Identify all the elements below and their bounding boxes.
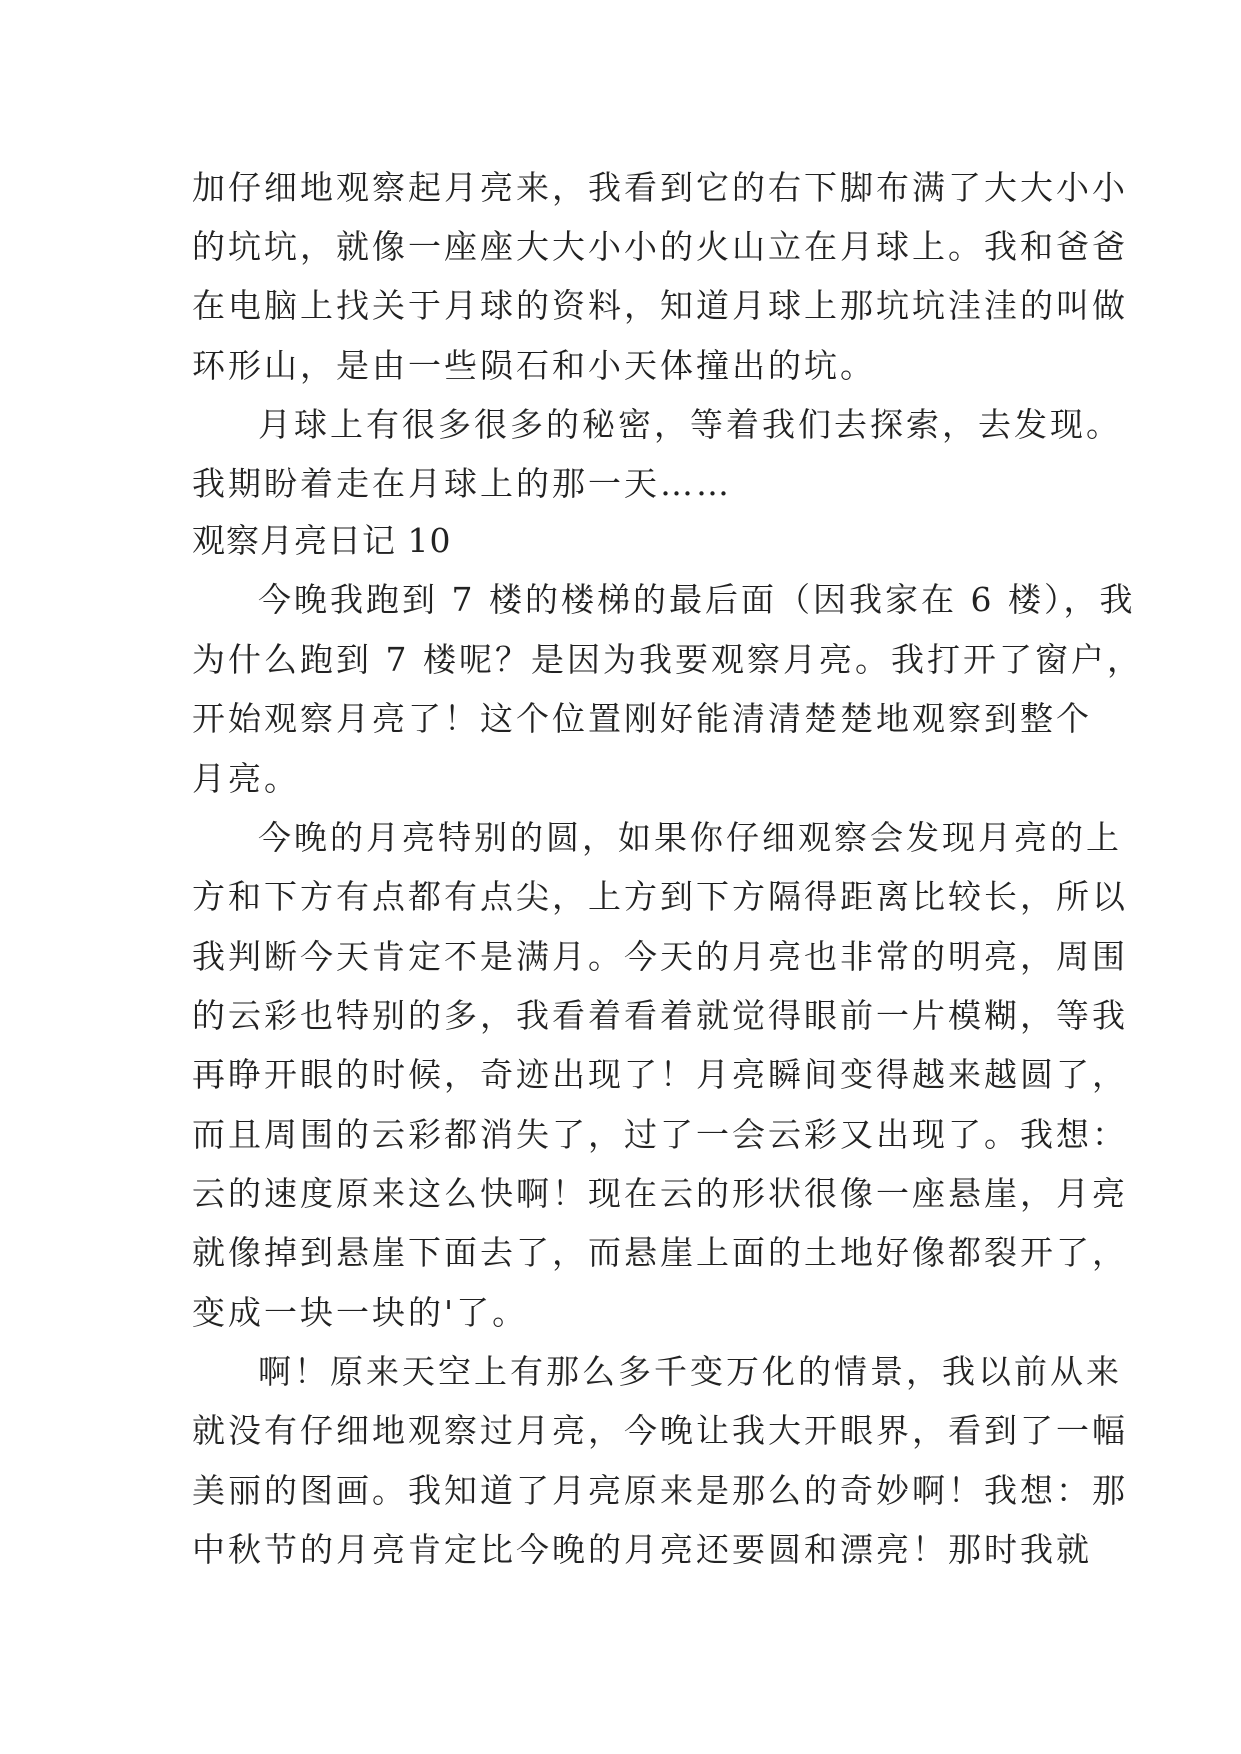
text-line: 的云彩也特别的多，我看着看着就觉得眼前一片模糊，等我	[192, 996, 1128, 1035]
text-line: 开始观察月亮了！这个位置刚好能清清楚楚地观察到整个	[192, 699, 1092, 738]
text-line: 中秋节的月亮肯定比今晚的月亮还要圆和漂亮！那时我就	[192, 1530, 1092, 1569]
text-line: 云的速度原来这么快啊！现在云的形状很像一座悬崖，月亮	[192, 1174, 1128, 1213]
paragraph-first-line: 啊！原来天空上有那么多千变万化的情景，我以前从来	[258, 1352, 1122, 1391]
text-line: 再睁开眼的时候，奇迹出现了！月亮瞬间变得越来越圆了，	[192, 1055, 1128, 1094]
text-line: 而且周围的云彩都消失了，过了一会云彩又出现了。我想：	[192, 1115, 1128, 1154]
text-line: 我判断今天肯定不是满月。今天的月亮也非常的明亮，周围	[192, 937, 1128, 976]
paragraph-first-line: 今晚的月亮特别的圆，如果你仔细观察会发现月亮的上	[258, 818, 1122, 857]
paragraph-first-line: 月球上有很多很多的秘密，等着我们去探索，去发现。	[258, 405, 1122, 444]
text-line: 我期盼着走在月球上的那一天……	[192, 464, 732, 503]
text-line: 就没有仔细地观察过月亮，今晚让我大开眼界，看到了一幅	[192, 1411, 1128, 1450]
text-line: 美丽的图画。我知道了月亮原来是那么的奇妙啊！我想：那	[192, 1471, 1128, 1510]
text-line: 加仔细地观察起月亮来，我看到它的右下脚布满了大大小小	[192, 168, 1128, 207]
text-line: 变成一块一块的'了。	[192, 1293, 529, 1332]
text-line: 月亮。	[192, 759, 300, 798]
text-line: 方和下方有点都有点尖，上方到下方隔得距离比较长，所以	[192, 877, 1128, 916]
section-title: 观察月亮日记 10	[192, 521, 452, 560]
text-line: 在电脑上找关于月球的资料，知道月球上那坑坑洼洼的叫做	[192, 286, 1128, 325]
text-line: 的坑坑，就像一座座大大小小的火山立在月球上。我和爸爸	[192, 227, 1128, 266]
text-line: 为什么跑到 7 楼呢？是因为我要观察月亮。我打开了窗户，	[192, 640, 1143, 679]
text-line: 环形山，是由一些陨石和小天体撞出的坑。	[192, 346, 876, 385]
paragraph-first-line: 今晚我跑到 7 楼的楼梯的最后面（因我家在 6 楼），我	[258, 580, 1136, 619]
text-line: 就像掉到悬崖下面去了，而悬崖上面的土地好像都裂开了，	[192, 1233, 1128, 1272]
